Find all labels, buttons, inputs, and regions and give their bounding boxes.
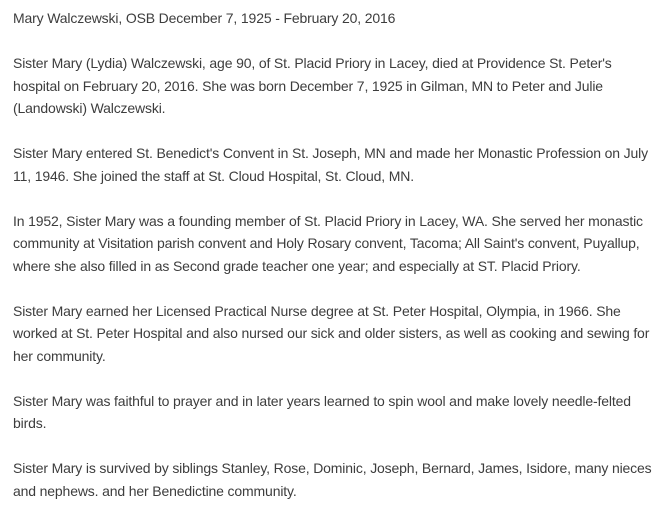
obituary-paragraph-nursing: Sister Mary earned her Licensed Practical Nurse degree at St. Peter Hospital, Olympia, in 1966. She worked at St. Peter Hospital and also nursed our sick and older sisters, as well as cooking and sewing for her community. bbox=[13, 302, 650, 364]
obituary-paragraph-prayer: Sister Mary was faithful to prayer and in later years learned to spin wool and make lovely needle-felted birds. bbox=[13, 392, 631, 431]
obituary-paragraph-survivors: Sister Mary is survived by siblings Stanley, Rose, Dominic, Joseph, Bernard, James, Isidore, many nieces and nephews. and her Benedictine community. bbox=[13, 460, 652, 499]
obituary-paragraph-biography: Sister Mary (Lydia) Walczewski, age 90, of St. Placid Priory in Lacey, died at Providence St. Peter's hospital on February 20, 2016. She was born December 7, 1925 in Gilman, MN to Peter and Julie (Landowski) Walczewski. bbox=[13, 55, 612, 116]
obituary-paragraph-priory: In 1952, Sister Mary was a founding member of St. Placid Priory in Lacey, WA. She served her monastic community at Visitation parish convent and Holy Rosary convent, Tacoma; All Saint's convent, Puyallup, where she also filled in as Second grade teacher one year; and especially at ST. Placid Priory. bbox=[13, 212, 643, 274]
obituary-article bbox=[13, 7, 653, 502]
obituary-paragraph-profession: Sister Mary entered St. Benedict's Convent in St. Joseph, MN and made her Monastic Profession on July 11, 1946. She joined the staff at St. Cloud Hospital, St. Cloud, MN. bbox=[13, 145, 648, 184]
obituary-heading: Mary Walczewski, OSB December 7, 1925 - February 20, 2016 bbox=[13, 10, 396, 26]
